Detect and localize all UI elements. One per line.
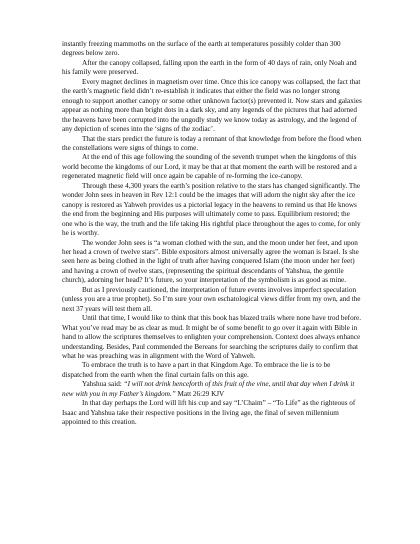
paragraph-10: To embrace the truth is to have a part in that Kingdom Age. To embrace the lie is to be dispatched from the earth when the final curtain falls on this age. [62, 361, 331, 379]
paragraph-9: Until that time, I would like to think that this book has blazed trails where none have trod before. What you’ve read may be as clear as mud. It might be of some benefit to go over it again with Bible in hand to allow the scriptures themselves to enlighten your comprehension. Context does always enhance understanding. Besides, Paul commended the Bereans for searching the scriptures daily to confirm that what he was preaching was in alignment with the Word of Yahweh. [62, 314, 362, 360]
quote-speaker: Yahshua said: [82, 380, 122, 389]
paragraph-6: Through these 4,300 years the earth’s position relative to the stars has changed significantly. The wonder John sees in heaven in Rev 12:1 could be the images that will adorn the night sky after the ice canopy is restored as Yahweh provides us a pictorial legacy in the heavens to remind us that He knows the end from the beginning and His purposes will ultimately come to pass. Equilibrium restored; the one who is the way, the truth and the life taking His rightful place throughout the ages to come, for only he is worthy. [62, 181, 361, 238]
quote-reference: Matt 26:29 KJV [177, 389, 225, 398]
quote-paragraph [62, 380, 362, 399]
paragraph-1: instantly freezing mammoths on the surface of the earth at temperatures possibly colder than 300 degrees below zero. [62, 40, 341, 58]
closing-paragraph: In that day perhaps the Lord will lift his cup and say “L’Chaim” – “To Life” as the righteous of Isaac and Yahshua take their respective positions in the living age, the final of seven millennium appointed to this creation. [62, 399, 356, 427]
document-page [62, 40, 362, 428]
quote-text: “I will not drink henceforth of this fruit of the vine, until that day when I drink it new with you in my Father’s kingdom.” [62, 380, 355, 398]
paragraph-4: That the stars predict the future is today a remnant of that knowledge from before the flood when the constellations were signs of things to come. [62, 134, 362, 152]
paragraph-3: Every magnet declines in magnetism over time. Once this ice canopy was collapsed, the fact that the earth’s magnetic field didn’t re-establish it indicates that either the field was no longer strong enough to support another canopy or some other unknown factor(s) prevented it. Now stars and galaxies appear as nothing more than bright dots in a dark sky, and any legends of the pictures that had adorned the heavens have been corrupted into the ungodly study we know today as astrology, and the legend of any depiction of scenes into the ‘signs of the zodiac’. [62, 77, 362, 134]
paragraph-8: But as I previously cautioned, the interpretation of future events involves imperfect speculation (unless you are a true prophet). So I’m sure your own eschatological views differ from my own, and the next 37 years will test them all. [62, 285, 361, 313]
paragraph-5: At the end of this age following the sounding of the seventh trumpet when the kingdoms of this world become the kingdoms of our Lord, it may be that at that moment the earth will be restored and a regenerated magnetic field will once again be capable of re-forming the ice-canopy. [62, 153, 357, 181]
paragraph-7: The wonder John sees is “a woman clothed with the sun, and the moon under her feet, and upon her head a crown of twelve stars”. Bible expositors almost universally agree the woman is Israel. Is she seen here as being clothed in the light of truth after having conquered Islam (the moon under her feet) and having a crown of twelve stars, (representing the spiritual descendants of Yahshua, the gentile church), adorning her head? It’s future, so your interpretation of the symbolism is as good as mine. [62, 238, 359, 285]
paragraph-2: After the canopy collapsed, falling upon the earth in the form of 40 days of rain, only Noah and his family were preserved. [62, 58, 357, 77]
